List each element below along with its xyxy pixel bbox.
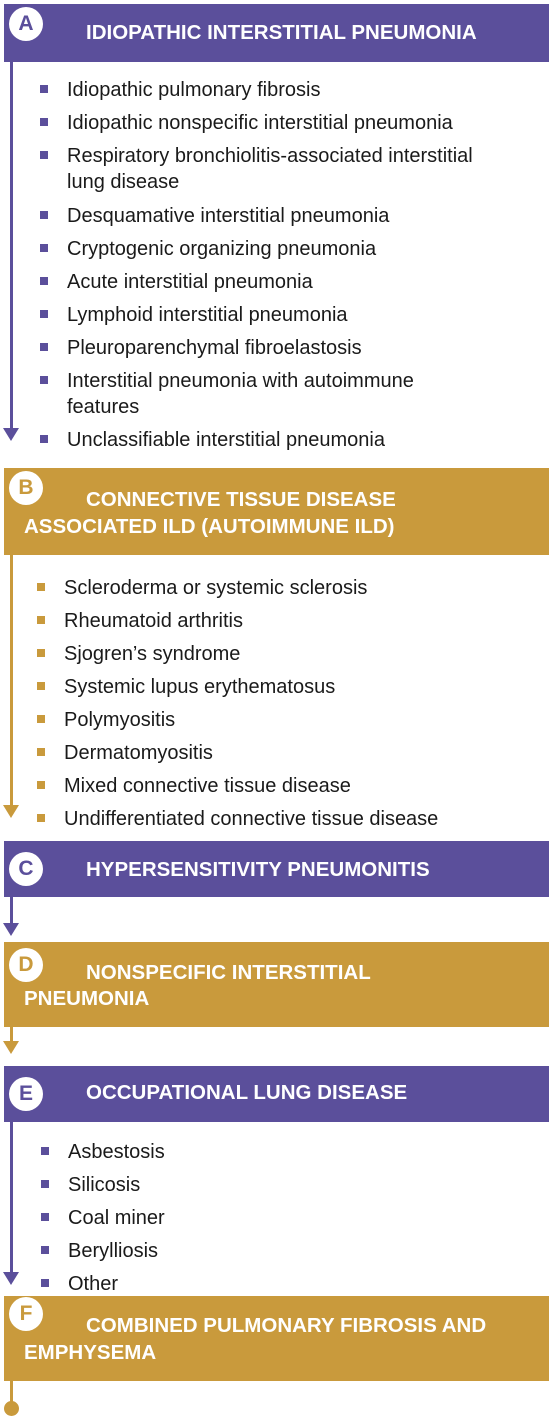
bullet-square-icon (40, 277, 48, 285)
section-b-badge: B (9, 471, 43, 505)
list-item: Idiopathic nonspecific interstitial pneumonia (40, 111, 453, 135)
section-e-badge: E (9, 1077, 43, 1111)
section-a-header (4, 4, 549, 62)
list-item: Systemic lupus erythematosus (37, 675, 335, 699)
list-item: Acute interstitial pneumonia (40, 270, 313, 294)
bullet-square-icon (37, 814, 45, 822)
list-item: Asbestosis (41, 1140, 165, 1164)
bullet-square-icon (40, 244, 48, 252)
list-item: Other (41, 1272, 118, 1296)
section-c-title: HYPERSENSITIVITY PNEUMONITIS (86, 858, 430, 881)
list-item: Interstitial pneumonia with autoimmune (40, 369, 414, 393)
bullet-square-icon (37, 649, 45, 657)
bullet-square-icon (37, 781, 45, 789)
list-item: Undifferentiated connective tissue disease (37, 807, 438, 831)
section-d-title-line1: NONSPECIFIC INTERSTITIAL (86, 961, 371, 984)
bullet-square-icon (41, 1147, 49, 1155)
list-item: Pleuroparenchymal fibroelastosis (40, 336, 362, 360)
bullet-square-icon (37, 715, 45, 723)
section-b-title-line1: CONNECTIVE TISSUE DISEASE (86, 488, 396, 511)
section-c-badge: C (9, 852, 43, 886)
list-item-continuation: lung disease (67, 171, 180, 193)
list-item: Dermatomyositis (37, 741, 213, 765)
section-f-title-line2: EMPHYSEMA (24, 1341, 157, 1364)
list-item: Desquamative interstitial pneumonia (40, 204, 389, 228)
bullet-square-icon (37, 583, 45, 591)
section-c-arrow-icon (3, 923, 19, 936)
section-a-badge: A (9, 7, 43, 41)
list-item: Rheumatoid arthritis (37, 609, 243, 633)
section-e-header (4, 1066, 549, 1122)
bullet-square-icon (40, 118, 48, 126)
bullet-square-icon (37, 748, 45, 756)
section-f-header (4, 1296, 549, 1381)
bullet-square-icon (40, 151, 48, 159)
bullet-square-icon (40, 435, 48, 443)
section-a-title: IDIOPATHIC INTERSTITIAL PNEUMONIA (86, 21, 477, 44)
section-f-end-dot-icon (4, 1401, 19, 1416)
list-item: Unclassifiable interstitial pneumonia (40, 428, 385, 452)
section-c-header (4, 841, 549, 897)
section-a-connector (10, 62, 13, 430)
section-a-arrow-icon (3, 428, 19, 441)
list-item: Scleroderma or systemic sclerosis (37, 576, 367, 600)
list-item: Sjogren’s syndrome (37, 642, 240, 666)
list-item: Silicosis (41, 1173, 140, 1197)
section-b-title-line2: ASSOCIATED ILD (AUTOIMMUNE ILD) (24, 515, 395, 538)
bullet-square-icon (41, 1180, 49, 1188)
bullet-square-icon (40, 376, 48, 384)
bullet-square-icon (40, 211, 48, 219)
section-e-title: OCCUPATIONAL LUNG DISEASE (86, 1081, 408, 1104)
section-e-arrow-icon (3, 1272, 19, 1285)
bullet-square-icon (37, 682, 45, 690)
section-c-connector (10, 897, 13, 925)
list-item-continuation: features (67, 396, 140, 418)
list-item: Idiopathic pulmonary fibrosis (40, 78, 320, 102)
section-e-connector (10, 1122, 13, 1274)
bullet-square-icon (41, 1213, 49, 1221)
list-item: Coal miner (41, 1206, 165, 1230)
section-b-header (4, 468, 549, 555)
section-d-arrow-icon (3, 1041, 19, 1054)
bullet-square-icon (41, 1246, 49, 1254)
section-d-header (4, 942, 549, 1027)
list-item: Polymyositis (37, 708, 175, 732)
bullet-square-icon (37, 616, 45, 624)
list-item: Mixed connective tissue disease (37, 774, 351, 798)
bullet-square-icon (40, 310, 48, 318)
section-f-badge: F (9, 1297, 43, 1331)
bullet-square-icon (40, 85, 48, 93)
section-b-connector (10, 555, 13, 807)
list-item: Berylliosis (41, 1239, 158, 1263)
section-d-title-line2: PNEUMONIA (24, 987, 150, 1010)
section-f-title-line1: COMBINED PULMONARY FIBROSIS AND (86, 1314, 487, 1337)
section-b-arrow-icon (3, 805, 19, 818)
list-item: Cryptogenic organizing pneumonia (40, 237, 376, 261)
section-d-badge: D (9, 948, 43, 982)
bullet-square-icon (40, 343, 48, 351)
list-item: Lymphoid interstitial pneumonia (40, 303, 348, 327)
bullet-square-icon (41, 1279, 49, 1287)
list-item: Respiratory bronchiolitis-associated interstitial (40, 144, 473, 168)
